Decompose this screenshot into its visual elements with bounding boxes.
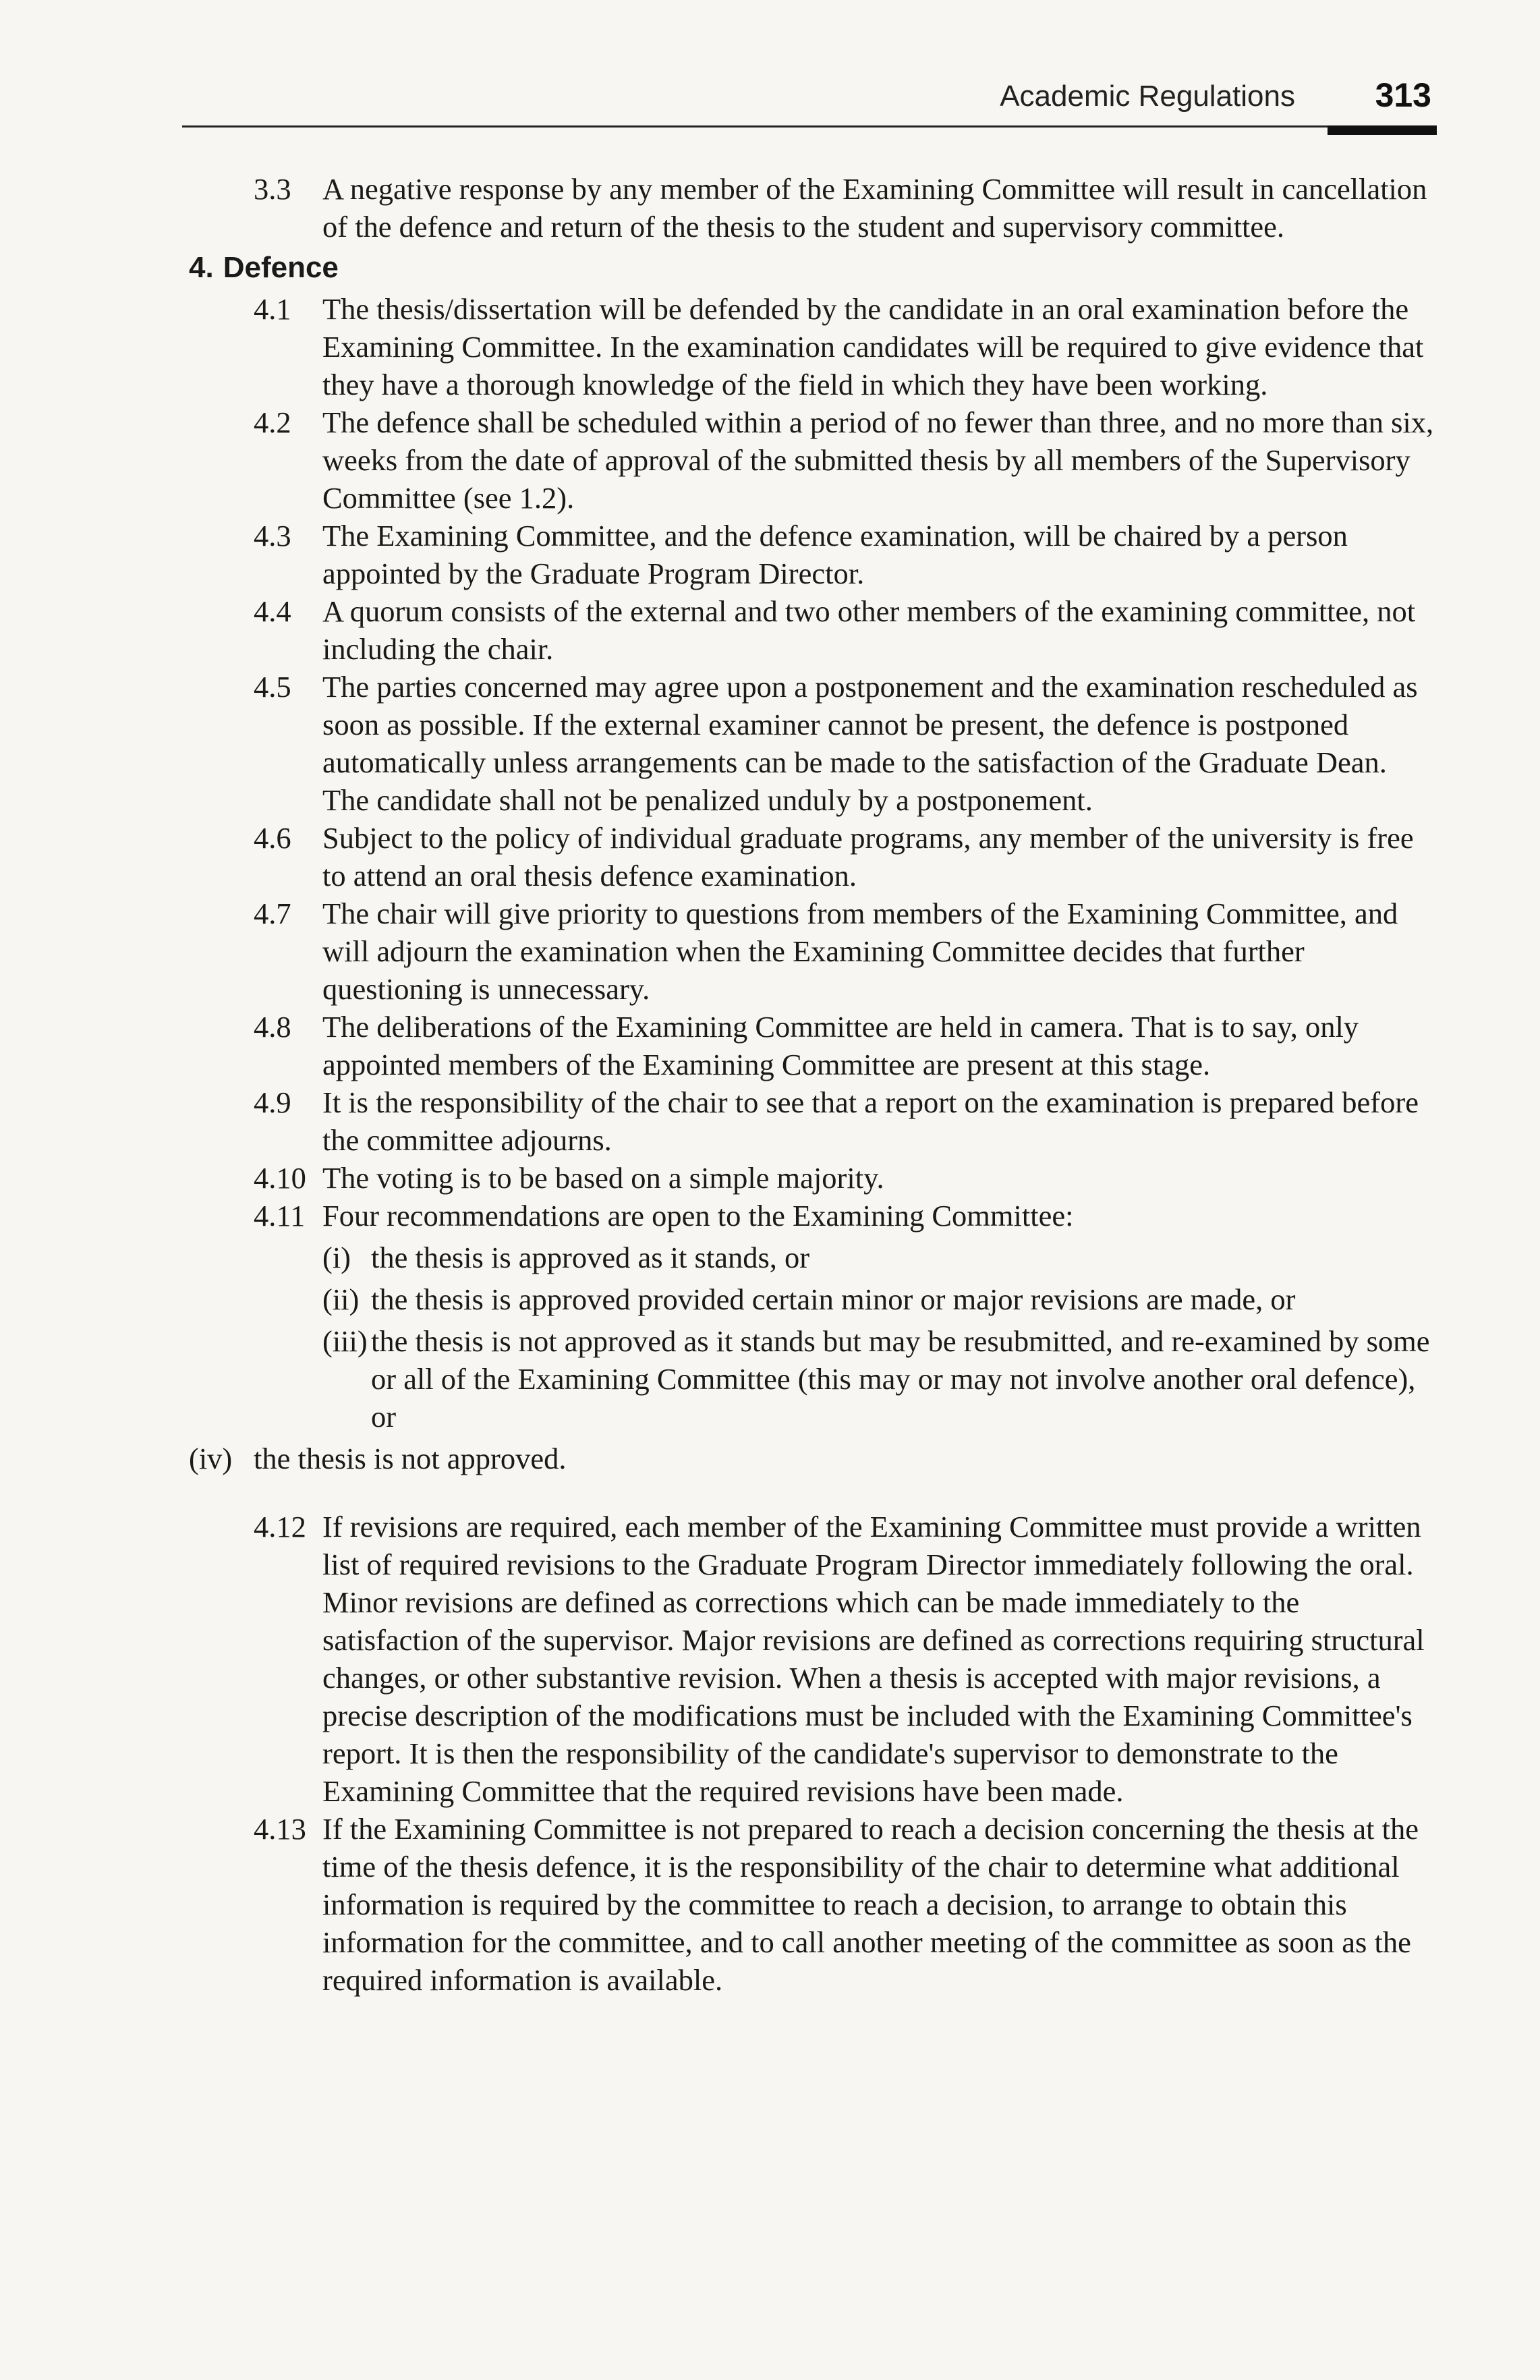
- list-item: [189, 819, 1437, 895]
- body-text: [189, 170, 1437, 1999]
- list-item: [189, 517, 1437, 592]
- list-item: [189, 592, 1437, 668]
- item-text: If revisions are required, each member of the Examining Committee must provide a written list of required revisions to the Graduate Program Director immediately following the oral. Minor revisions are defined as corrections which can be made immediately to the satisfaction of the supervisor. Major revisions are defined as corrections requiring structural changes, or other substantive revision. When a thesis is accepted with major revisions, a precise description of the modifications must be included with the Examining Committee's report. It is then the responsibility of the candidate's supervisor to demonstrate to the Examining Committee that the required revisions have been made.: [322, 1509, 1425, 1808]
- item-text: The deliberations of the Examining Committee are held in camera. That is to say, only appointed members of the Examining Committee are present at this stage.: [322, 1010, 1359, 1081]
- list-item: [189, 403, 1437, 517]
- recommendation-item: [322, 1239, 1437, 1276]
- section-number: 4.: [189, 251, 214, 284]
- item-text: The defence shall be scheduled within a period of no fewer than three, and no more than six, weeks from the date of approval of the submitted thesis by all members of the Supervisory Committee (see 1.2).: [322, 405, 1434, 515]
- recommendation-item: [322, 1280, 1437, 1318]
- recommendation-number: (ii): [322, 1282, 360, 1316]
- item-text: The parties concerned may agree upon a postponement and the examination rescheduled as soon as possible. If the external examiner cannot be present, the defence is postponed automatically unless arrangements can be made to the satisfaction of the Graduate Dean. The candidate shall not be penalized unduly by a postponement.: [322, 670, 1418, 817]
- item-text: The thesis/dissertation will be defended by the candidate in an oral examination before the Examining Committee. In the examination candidates will be required to give evidence that they have a thorough knowledge of the field in which they have been working.: [322, 292, 1424, 401]
- list-item: [189, 290, 1437, 403]
- item-text: The chair will give priority to questions from members of the Examining Committee, and will adjourn the examination when the Examining Committee decides that further questioning is unnecessary.: [322, 897, 1398, 1006]
- list-item: [189, 895, 1437, 1008]
- recommendation-item: [322, 1322, 1437, 1436]
- running-head: [182, 74, 1437, 128]
- item-text: The Examining Committee, and the defence examination, will be chaired by a person appointed by the Graduate Program Director.: [322, 519, 1348, 590]
- list-item: [189, 1083, 1437, 1159]
- list-item: [189, 1197, 1437, 1235]
- recommendation-text: the thesis is approved as it stands, or: [371, 1241, 810, 1274]
- recommendation-text: the thesis is approved provided certain minor or major revisions are made, or: [371, 1282, 1296, 1316]
- recommendation-number: (iv): [189, 1442, 233, 1475]
- recommendation-number: (i): [322, 1241, 351, 1274]
- recommendation-number: (iii): [322, 1324, 368, 1358]
- item-text: The voting is to be based on a simple majority.: [322, 1161, 884, 1195]
- item-text: A negative response by any member of the Examining Committee will result in cancellation of the defence and return of the thesis to the student and supervisory committee.: [322, 172, 1427, 244]
- page-number: 313: [1375, 76, 1431, 114]
- item-number: 4.11: [254, 1199, 306, 1232]
- section-heading: [189, 246, 1437, 290]
- item-number: 4.7: [254, 897, 291, 930]
- item-number: 3.3: [254, 172, 291, 206]
- item-number: 4.3: [254, 519, 291, 552]
- header-rule-block: [1328, 125, 1437, 135]
- list-item: [189, 170, 1437, 246]
- item-number: 4.13: [254, 1811, 306, 1846]
- item-number: 4.5: [254, 670, 291, 704]
- recommendation-text: the thesis is not approved as it stands but may be resubmitted, and re-examined by some or all of the Examining Committee (this may or may not involve another oral defence), or: [371, 1324, 1430, 1434]
- item-text: It is the responsibility of the chair to see that a report on the examination is prepared before the committee adjourns.: [322, 1085, 1419, 1157]
- recommendation-text: the thesis is not approved.: [254, 1442, 567, 1475]
- list-item: [189, 1508, 1437, 1810]
- list-item: [189, 1159, 1437, 1197]
- item-number: 4.4: [254, 594, 291, 628]
- item-number: 4.2: [254, 405, 291, 439]
- item-number: 4.6: [254, 821, 291, 855]
- item-number: 4.1: [254, 292, 291, 326]
- item-text: A quorum consists of the external and two other members of the examining committee, not including the chair.: [322, 594, 1416, 666]
- item-text: If the Examining Committee is not prepared to reach a decision concerning the thesis at the time of the thesis defence, it is the responsibility of the chair to determine what additional information is required by the committee to reach a decision, to arrange to obtain this information for the committee, and to call another meeting of the committee as soon as the required information is available.: [322, 1811, 1419, 1997]
- item-number: 4.9: [254, 1085, 291, 1119]
- item-number: 4.12: [254, 1509, 306, 1543]
- recommendations-list: [189, 1239, 1437, 1436]
- item-number: 4.10: [254, 1161, 306, 1195]
- running-title: Academic Regulations: [1000, 80, 1295, 113]
- item-text: Four recommendations are open to the Examining Committee:: [322, 1199, 1074, 1232]
- list-item: [189, 668, 1437, 819]
- header-rule: [182, 125, 1437, 128]
- section-title: Defence: [223, 251, 339, 284]
- item-number: 4.8: [254, 1010, 291, 1044]
- item-text: Subject to the policy of individual graduate programs, any member of the university is free to attend an oral thesis defence examination.: [322, 821, 1414, 893]
- list-item: [189, 1008, 1437, 1083]
- recommendation-item: [189, 1440, 1437, 1477]
- list-item: [189, 1810, 1437, 1999]
